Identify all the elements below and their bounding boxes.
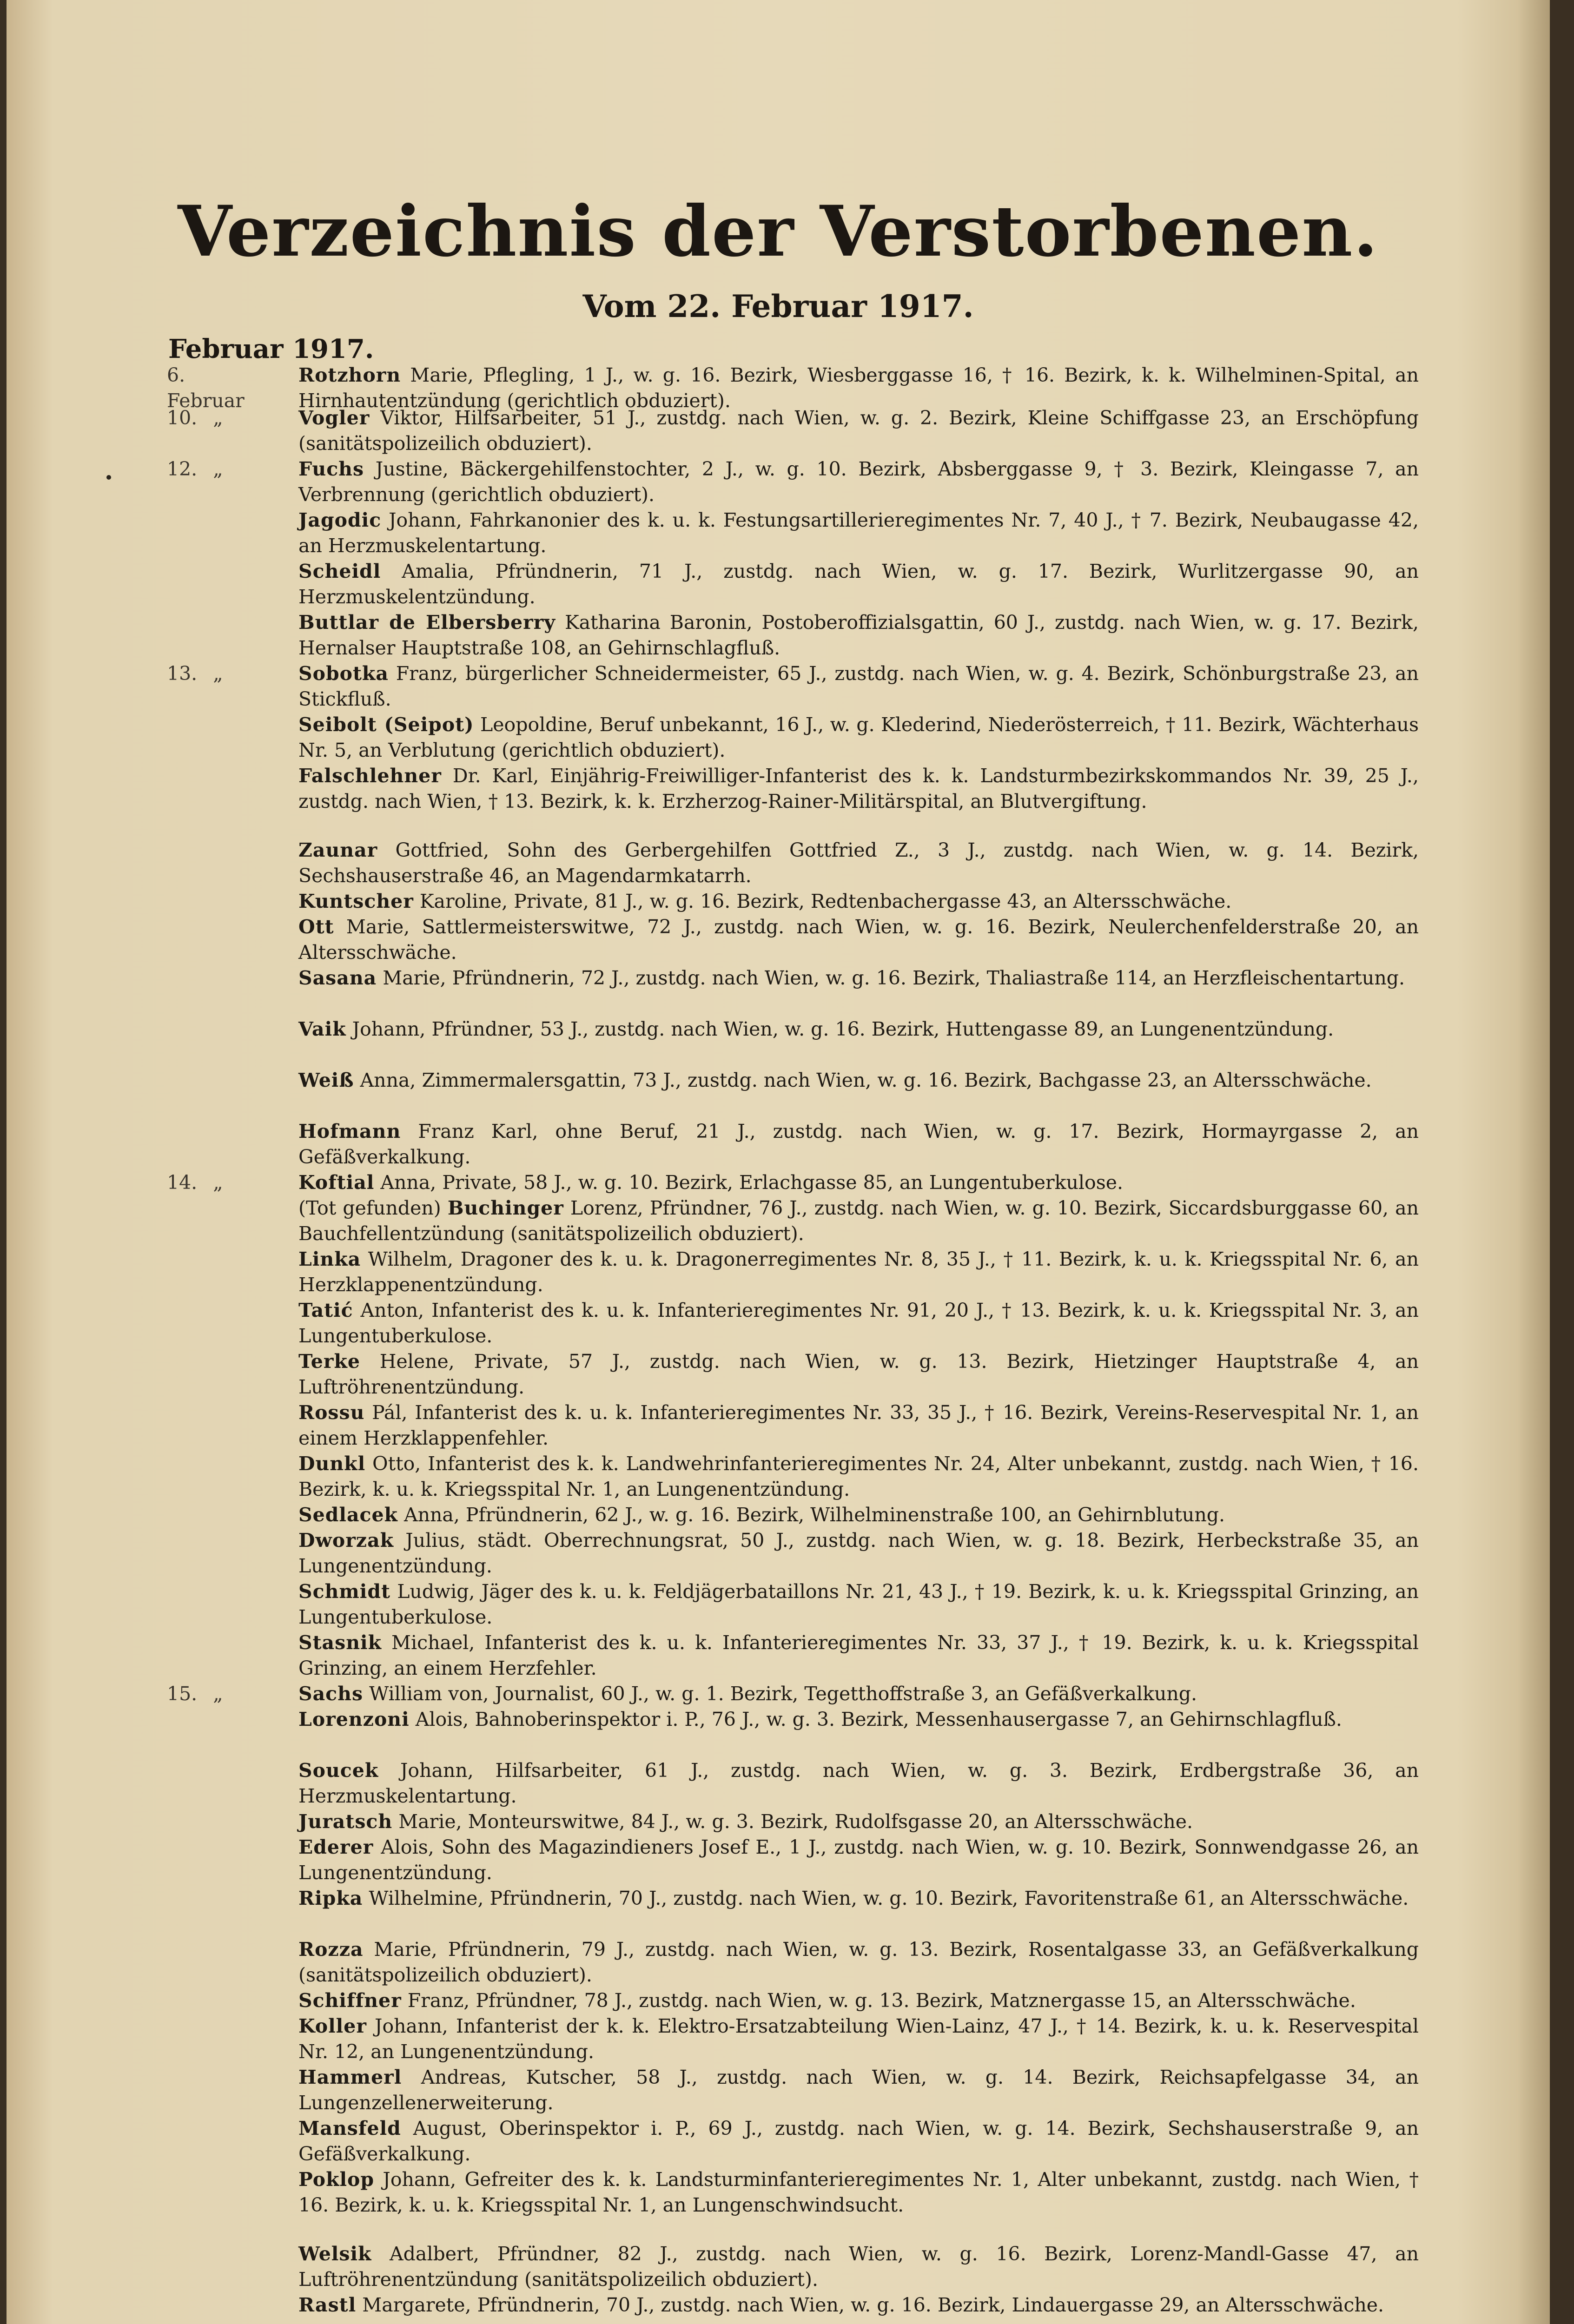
date-label bbox=[167, 456, 297, 482]
entry-surname: Ripka bbox=[298, 1887, 363, 1909]
entry-details: Johann, Fahrkanonier des k. u. k. Festungsartillerieregimentes Nr. 7, 40 J., † 7. Bezirk, Neubaugasse 42, an Herzmuskelentartung. bbox=[298, 509, 1419, 557]
entry-surname: Vogler bbox=[298, 407, 370, 429]
date-label bbox=[167, 1170, 297, 1195]
entry-details: William von, Journalist, 60 J., w. g. 1. Bezirk, Tegetthoffstraße 3, an Gefäßverkalkung. bbox=[363, 1683, 1197, 1705]
entry-surname: Hammerl bbox=[298, 2066, 402, 2088]
entry-surname: Vaik bbox=[298, 1018, 346, 1040]
entry-surname: Mansfeld bbox=[298, 2117, 401, 2139]
entry-surname: Ott bbox=[298, 916, 334, 938]
list-item bbox=[298, 1017, 1419, 1042]
date-suffix: „ bbox=[213, 458, 223, 480]
list-item bbox=[298, 1349, 1419, 1400]
date-label bbox=[167, 405, 297, 431]
entry-surname: Lorenzoni bbox=[298, 1708, 410, 1730]
entry-surname: Terke bbox=[298, 1350, 360, 1373]
date-day: 13. bbox=[167, 662, 198, 685]
list-item bbox=[298, 1068, 1419, 1093]
entry-surname: Jagodic bbox=[298, 509, 382, 531]
entry-details: Helene, Private, 57 J., zustdg. nach Wien, w. g. 13. Bezirk, Hietzinger Hauptstraße 4, an Luftröhrenentzündung. bbox=[298, 1350, 1419, 1398]
entry-surname: Sedlacek bbox=[298, 1504, 398, 1526]
entry-details: August, Oberinspektor i. P., 69 J., zustdg. nach Wien, w. g. 14. Bezirk, Sechshauserstraße 9, an Gefäßverkalkung. bbox=[298, 2117, 1419, 2165]
entry-details: Alois, Bahnoberinspektor i. P., 76 J., w. g. 3. Bezirk, Messenhausergasse 7, an Gehirnschlagfluß. bbox=[409, 1708, 1342, 1730]
entry-surname: Weiß bbox=[298, 1069, 354, 1091]
entry-details: Anton, Infanterist des k. u. k. Infanterieregimentes Nr. 91, 20 J., † 13. Bezirk, k. u. k. Kriegsspital Nr. 3, an Lungentuberkulose. bbox=[298, 1299, 1419, 1347]
entry-details: Johann, Hilfsarbeiter, 61 J., zustdg. nach Wien, w. g. 3. Bezirk, Erdbergstraße 36, an Herzmuskelentartung. bbox=[298, 1759, 1419, 1807]
entry-details: Julius, städt. Oberrechnungsrat, 50 J., zustdg. nach Wien, w. g. 18. Bezirk, Herbeckstraße 35, an Lungenentzündung. bbox=[298, 1529, 1419, 1577]
entry-surname: Sasana bbox=[298, 967, 377, 989]
entry-details: Adalbert, Pfründner, 82 J., zustdg. nach Wien, w. g. 16. Bezirk, Lorenz-Mandl-Gasse 47, an Luftröhrenentzündung (sanitätspolizeilich obduziert). bbox=[298, 2243, 1419, 2291]
list-item bbox=[298, 1579, 1419, 1630]
entry-prefix: (Tot gefunden) bbox=[298, 1197, 448, 1219]
entry-surname: Poklop bbox=[298, 2168, 375, 2191]
entry-surname: Sobotka bbox=[298, 662, 389, 685]
document-page bbox=[7, 0, 1550, 2324]
list-item bbox=[298, 914, 1419, 965]
list-item bbox=[298, 2014, 1419, 2064]
entry-surname: Kuntscher bbox=[298, 890, 414, 912]
list-item bbox=[298, 1451, 1419, 1502]
list-item bbox=[298, 1528, 1419, 1578]
entry-surname: Tatić bbox=[298, 1299, 353, 1321]
entry-surname: Schiffner bbox=[298, 1989, 402, 2012]
entry-details: Gottfried, Sohn des Gerbergehilfen Gottfried Z., 3 J., zustdg. nach Wien, w. g. 14. Bezirk, Sechshauserstraße 46, an Magendarmkatarrh. bbox=[298, 839, 1419, 887]
list-item bbox=[298, 1195, 1419, 1246]
entry-surname: Schmidt bbox=[298, 1580, 390, 1603]
entry-details: Leopoldine, Beruf unbekannt, 16 J., w. g. Klederind, Niederösterreich, † 11. Bezirk, Wächterhaus Nr. 5, an Verblutung (gerichtlich obduziert). bbox=[298, 713, 1419, 761]
list-item bbox=[298, 1298, 1419, 1348]
entry-details: Wilhelm, Dragoner des k. u. k. Dragonerregimentes Nr. 8, 35 J., † 11. Bezirk, k. u. k. Kriegsspital Nr. 6, an Herzklappenentzündung. bbox=[298, 1248, 1419, 1296]
entry-surname: Dunkl bbox=[298, 1452, 366, 1475]
date-label bbox=[167, 661, 297, 687]
entry-surname: Rastl bbox=[298, 2294, 357, 2316]
entry-surname: Koller bbox=[298, 2015, 367, 2037]
date-day: 14. bbox=[167, 1171, 198, 1194]
page-subtitle: Vom 22. Februar 1917. bbox=[582, 288, 974, 324]
list-item bbox=[298, 1988, 1419, 2014]
entry-details: Alois, Sohn des Magazindieners Josef E., 1 J., zustdg. nach Wien, w. g. 10. Bezirk, Sonnwendgasse 26, an Lungenentzündung. bbox=[298, 1836, 1419, 1884]
entry-surname: Hofmann bbox=[298, 1120, 401, 1142]
list-item bbox=[298, 1835, 1419, 1885]
list-item bbox=[298, 405, 1419, 456]
list-item bbox=[298, 2167, 1419, 2218]
list-item bbox=[298, 2116, 1419, 2166]
list-item bbox=[298, 508, 1419, 558]
entry-surname: Rozza bbox=[298, 1938, 364, 1961]
entry-details: Margarete, Pfründnerin, 70 J., zustdg. nach Wien, w. g. 16. Bezirk, Lindauergasse 29, an Altersschwäche. bbox=[356, 2294, 1384, 2316]
entry-details: Anna, Zimmermalersgattin, 73 J., zustdg. nach Wien, w. g. 16. Bezirk, Bachgasse 23, an Altersschwäche. bbox=[354, 1069, 1372, 1091]
entry-details: Michael, Infanterist des k. u. k. Infanterieregimentes Nr. 33, 37 J., † 19. Bezirk, k. u. k. Kriegsspital Grinzing, an einem Herzfehler. bbox=[298, 1631, 1419, 1679]
list-item bbox=[298, 559, 1419, 609]
entry-details: Justine, Bäckergehilfenstochter, 2 J., w. g. 10. Bezirk, Absberggasse 9, † 3. Bezirk, Kleingasse 7, an Verbrennung (gerichtlich obduziert). bbox=[298, 458, 1419, 506]
entry-details: Dr. Karl, Einjährig-Freiwilliger-Infanterist des k. k. Landsturmbezirkskommandos Nr. 39, 25 J., zustdg. nach Wien, † 13. Bezirk, k. k. Erzherzog-Rainer-Militärspital, an Blutvergiftung. bbox=[298, 765, 1419, 812]
date-day: 12. bbox=[167, 458, 198, 480]
date-suffix: „ bbox=[213, 662, 223, 685]
entry-details: Franz, Pfründner, 78 J., zustdg. nach Wien, w. g. 13. Bezirk, Matznergasse 15, an Altersschwäche. bbox=[401, 1989, 1356, 2012]
entry-surname: Ederer bbox=[298, 1836, 374, 1858]
entry-details: Marie, Pfründnerin, 79 J., zustdg. nach Wien, w. g. 13. Bezirk, Rosentalgasse 33, an Gefäßverkalkung (sanitätspolizeilich obduziert). bbox=[298, 1938, 1419, 1986]
list-item bbox=[298, 965, 1419, 991]
entry-details: Anna, Pfründnerin, 62 J., w. g. 16. Bezirk, Wilhelminenstraße 100, an Gehirnblutung. bbox=[397, 1504, 1225, 1526]
list-item bbox=[298, 1681, 1419, 1707]
list-item bbox=[298, 2065, 1419, 2115]
date-suffix: „ bbox=[213, 407, 223, 429]
entry-details: Ludwig, Jäger des k. u. k. Feldjägerbataillons Nr. 21, 43 J., † 19. Bezirk, k. u. k. Kriegsspital Grinzing, an Lungentuberkulose. bbox=[298, 1580, 1419, 1628]
date-day: 6. bbox=[167, 364, 185, 386]
entry-surname: Buttlar de Elbersberry bbox=[298, 611, 556, 634]
list-item bbox=[298, 1247, 1419, 1297]
entry-details: Pál, Infanterist des k. u. k. Infanterieregimentes Nr. 33, 35 J., † 16. Bezirk, Vereins-Reservespital Nr. 1, an einem Herzklappenfehler. bbox=[298, 1401, 1419, 1449]
entry-details: Karoline, Private, 81 J., w. g. 16. Bezirk, Redtenbachergasse 43, an Altersschwäche. bbox=[413, 890, 1232, 912]
entry-details: Wilhelmine, Pfründnerin, 70 J., zustdg. nach Wien, w. g. 10. Bezirk, Favoritenstraße 61, an Altersschwäche. bbox=[363, 1887, 1409, 1909]
list-item bbox=[298, 1707, 1419, 1732]
list-item bbox=[298, 1809, 1419, 1835]
list-item bbox=[298, 1886, 1419, 1911]
list-item bbox=[298, 456, 1419, 507]
entry-details: Marie, Pfründnerin, 72 J., zustdg. nach Wien, w. g. 16. Bezirk, Thaliastraße 114, an Herzfleischentartung. bbox=[377, 967, 1405, 989]
date-label bbox=[167, 1681, 297, 1707]
list-item bbox=[298, 1758, 1419, 1809]
entry-surname: Rossu bbox=[298, 1401, 365, 1424]
entry-details: Otto, Infanterist des k. k. Landwehrinfanterieregimentes Nr. 24, Alter unbekannt, zustdg. nach Wien, † 16. Bezirk, k. u. k. Kriegsspital Nr. 1, an Lungenentzündung. bbox=[298, 1452, 1419, 1500]
entry-surname: Welsik bbox=[298, 2243, 372, 2265]
entry-details: Johann, Pfründner, 53 J., zustdg. nach Wien, w. g. 16. Bezirk, Huttengasse 89, an Lungenentzündung. bbox=[346, 1018, 1334, 1040]
entry-surname: Fuchs bbox=[298, 458, 364, 480]
date-suffix: „ bbox=[213, 1683, 223, 1705]
entry-details: Katharina Baronin, Postoberoffizialsgattin, 60 J., zustdg. nach Wien, w. g. 17. Bezirk, Hernalser Hauptstraße 108, an Gehirnschlagfluß. bbox=[298, 611, 1419, 659]
entry-surname: Linka bbox=[298, 1248, 361, 1270]
entry-surname: Buchinger bbox=[447, 1197, 564, 1219]
list-item bbox=[298, 1630, 1419, 1681]
entry-details: Marie, Monteurswitwe, 84 J., w. g. 3. Bezirk, Rudolfsgasse 20, an Altersschwäche. bbox=[392, 1810, 1193, 1833]
entry-surname: Scheidl bbox=[298, 560, 381, 582]
month-heading: Februar 1917. bbox=[168, 334, 374, 364]
entry-surname: Rotzhorn bbox=[298, 364, 401, 386]
list-item bbox=[298, 712, 1419, 763]
list-item bbox=[298, 1502, 1419, 1528]
list-item bbox=[298, 1170, 1419, 1195]
entry-details: Marie, Pflegling, 1 J., w. g. 16. Bezirk, Wiesberggasse 16, † 16. Bezirk, k. k. Wilhelminen-Spital, an Hirnhautentzündung (gerichtlich obduziert). bbox=[298, 364, 1419, 412]
entry-details: Lorenz, Pfründner, 76 J., zustdg. nach Wien, w. g. 10. Bezirk, Siccardsburggasse 60, an Bauchfellentzündung (sanitätspolizeilich obduziert). bbox=[298, 1197, 1419, 1245]
entry-details: Andreas, Kutscher, 58 J., zustdg. nach Wien, w. g. 14. Bezirk, Reichsapfelgasse 34, an Lungenzellenerweiterung. bbox=[298, 2066, 1419, 2114]
entry-surname: Koftial bbox=[298, 1171, 375, 1194]
entry-surname: Zaunar bbox=[298, 839, 378, 861]
list-item bbox=[298, 2241, 1419, 2292]
date-day: 10. bbox=[167, 407, 198, 429]
entry-surname: Seibolt (Seipot) bbox=[298, 713, 474, 736]
entry-details: Viktor, Hilfsarbeiter, 51 J., zustdg. nach Wien, w. g. 2. Bezirk, Kleine Schiffgasse 23, an Erschöpfung (sanitätspolizeilich obduziert). bbox=[298, 407, 1419, 455]
date-day: 15. bbox=[167, 1683, 198, 1705]
date-suffix: „ bbox=[213, 1171, 223, 1194]
ink-mark bbox=[106, 475, 111, 480]
list-item bbox=[298, 610, 1419, 660]
list-item bbox=[298, 889, 1419, 914]
entry-surname: Stasnik bbox=[298, 1631, 382, 1654]
entry-surname: Dworzak bbox=[298, 1529, 394, 1552]
entry-details: Johann, Gefreiter des k. k. Landsturminfanterieregimentes Nr. 1, Alter unbekannt, zustdg. nach Wien, † 16. Bezirk, k. u. k. Kriegsspital Nr. 1, an Lungenschwindsucht. bbox=[298, 2168, 1419, 2216]
list-item bbox=[298, 2292, 1419, 2318]
list-item bbox=[298, 1937, 1419, 1987]
list-item bbox=[298, 1119, 1419, 1169]
list-item bbox=[298, 763, 1419, 814]
entry-surname: Falschlehner bbox=[298, 765, 442, 787]
list-item bbox=[298, 661, 1419, 712]
entry-surname: Juratsch bbox=[298, 1810, 393, 1833]
entry-details: Anna, Private, 58 J., w. g. 10. Bezirk, Erlachgasse 85, an Lungentuberkulose. bbox=[374, 1171, 1124, 1194]
entry-details: Franz Karl, ohne Beruf, 21 J., zustdg. nach Wien, w. g. 17. Bezirk, Hormayrgasse 2, an Gefäßverkalkung. bbox=[298, 1120, 1419, 1168]
entry-details: Amalia, Pfründnerin, 71 J., zustdg. nach Wien, w. g. 17. Bezirk, Wurlitzergasse 90, an Herzmuskelentzündung. bbox=[298, 560, 1419, 608]
entry-details: Marie, Sattlermeisterswitwe, 72 J., zustdg. nach Wien, w. g. 16. Bezirk, Neulerchenfelderstraße 20, an Altersschwäche. bbox=[298, 916, 1419, 964]
entry-details: Johann, Infanterist der k. k. Elektro-Ersatzabteilung Wien-Lainz, 47 J., † 14. Bezirk, k. u. k. Reservespital Nr. 12, an Lungenentzündung. bbox=[298, 2015, 1419, 2063]
list-item bbox=[298, 1400, 1419, 1451]
date-suffix: Februar bbox=[167, 389, 245, 412]
entry-details: Franz, bürgerlicher Schneidermeister, 65 J., zustdg. nach Wien, w. g. 4. Bezirk, Schönburgstraße 23, an Stickfluß. bbox=[298, 662, 1419, 710]
list-item bbox=[298, 838, 1419, 888]
entry-surname: Soucek bbox=[298, 1759, 379, 1782]
page-title: Verzeichnis der Verstorbenen. bbox=[178, 191, 1379, 272]
entry-surname: Sachs bbox=[298, 1683, 364, 1705]
